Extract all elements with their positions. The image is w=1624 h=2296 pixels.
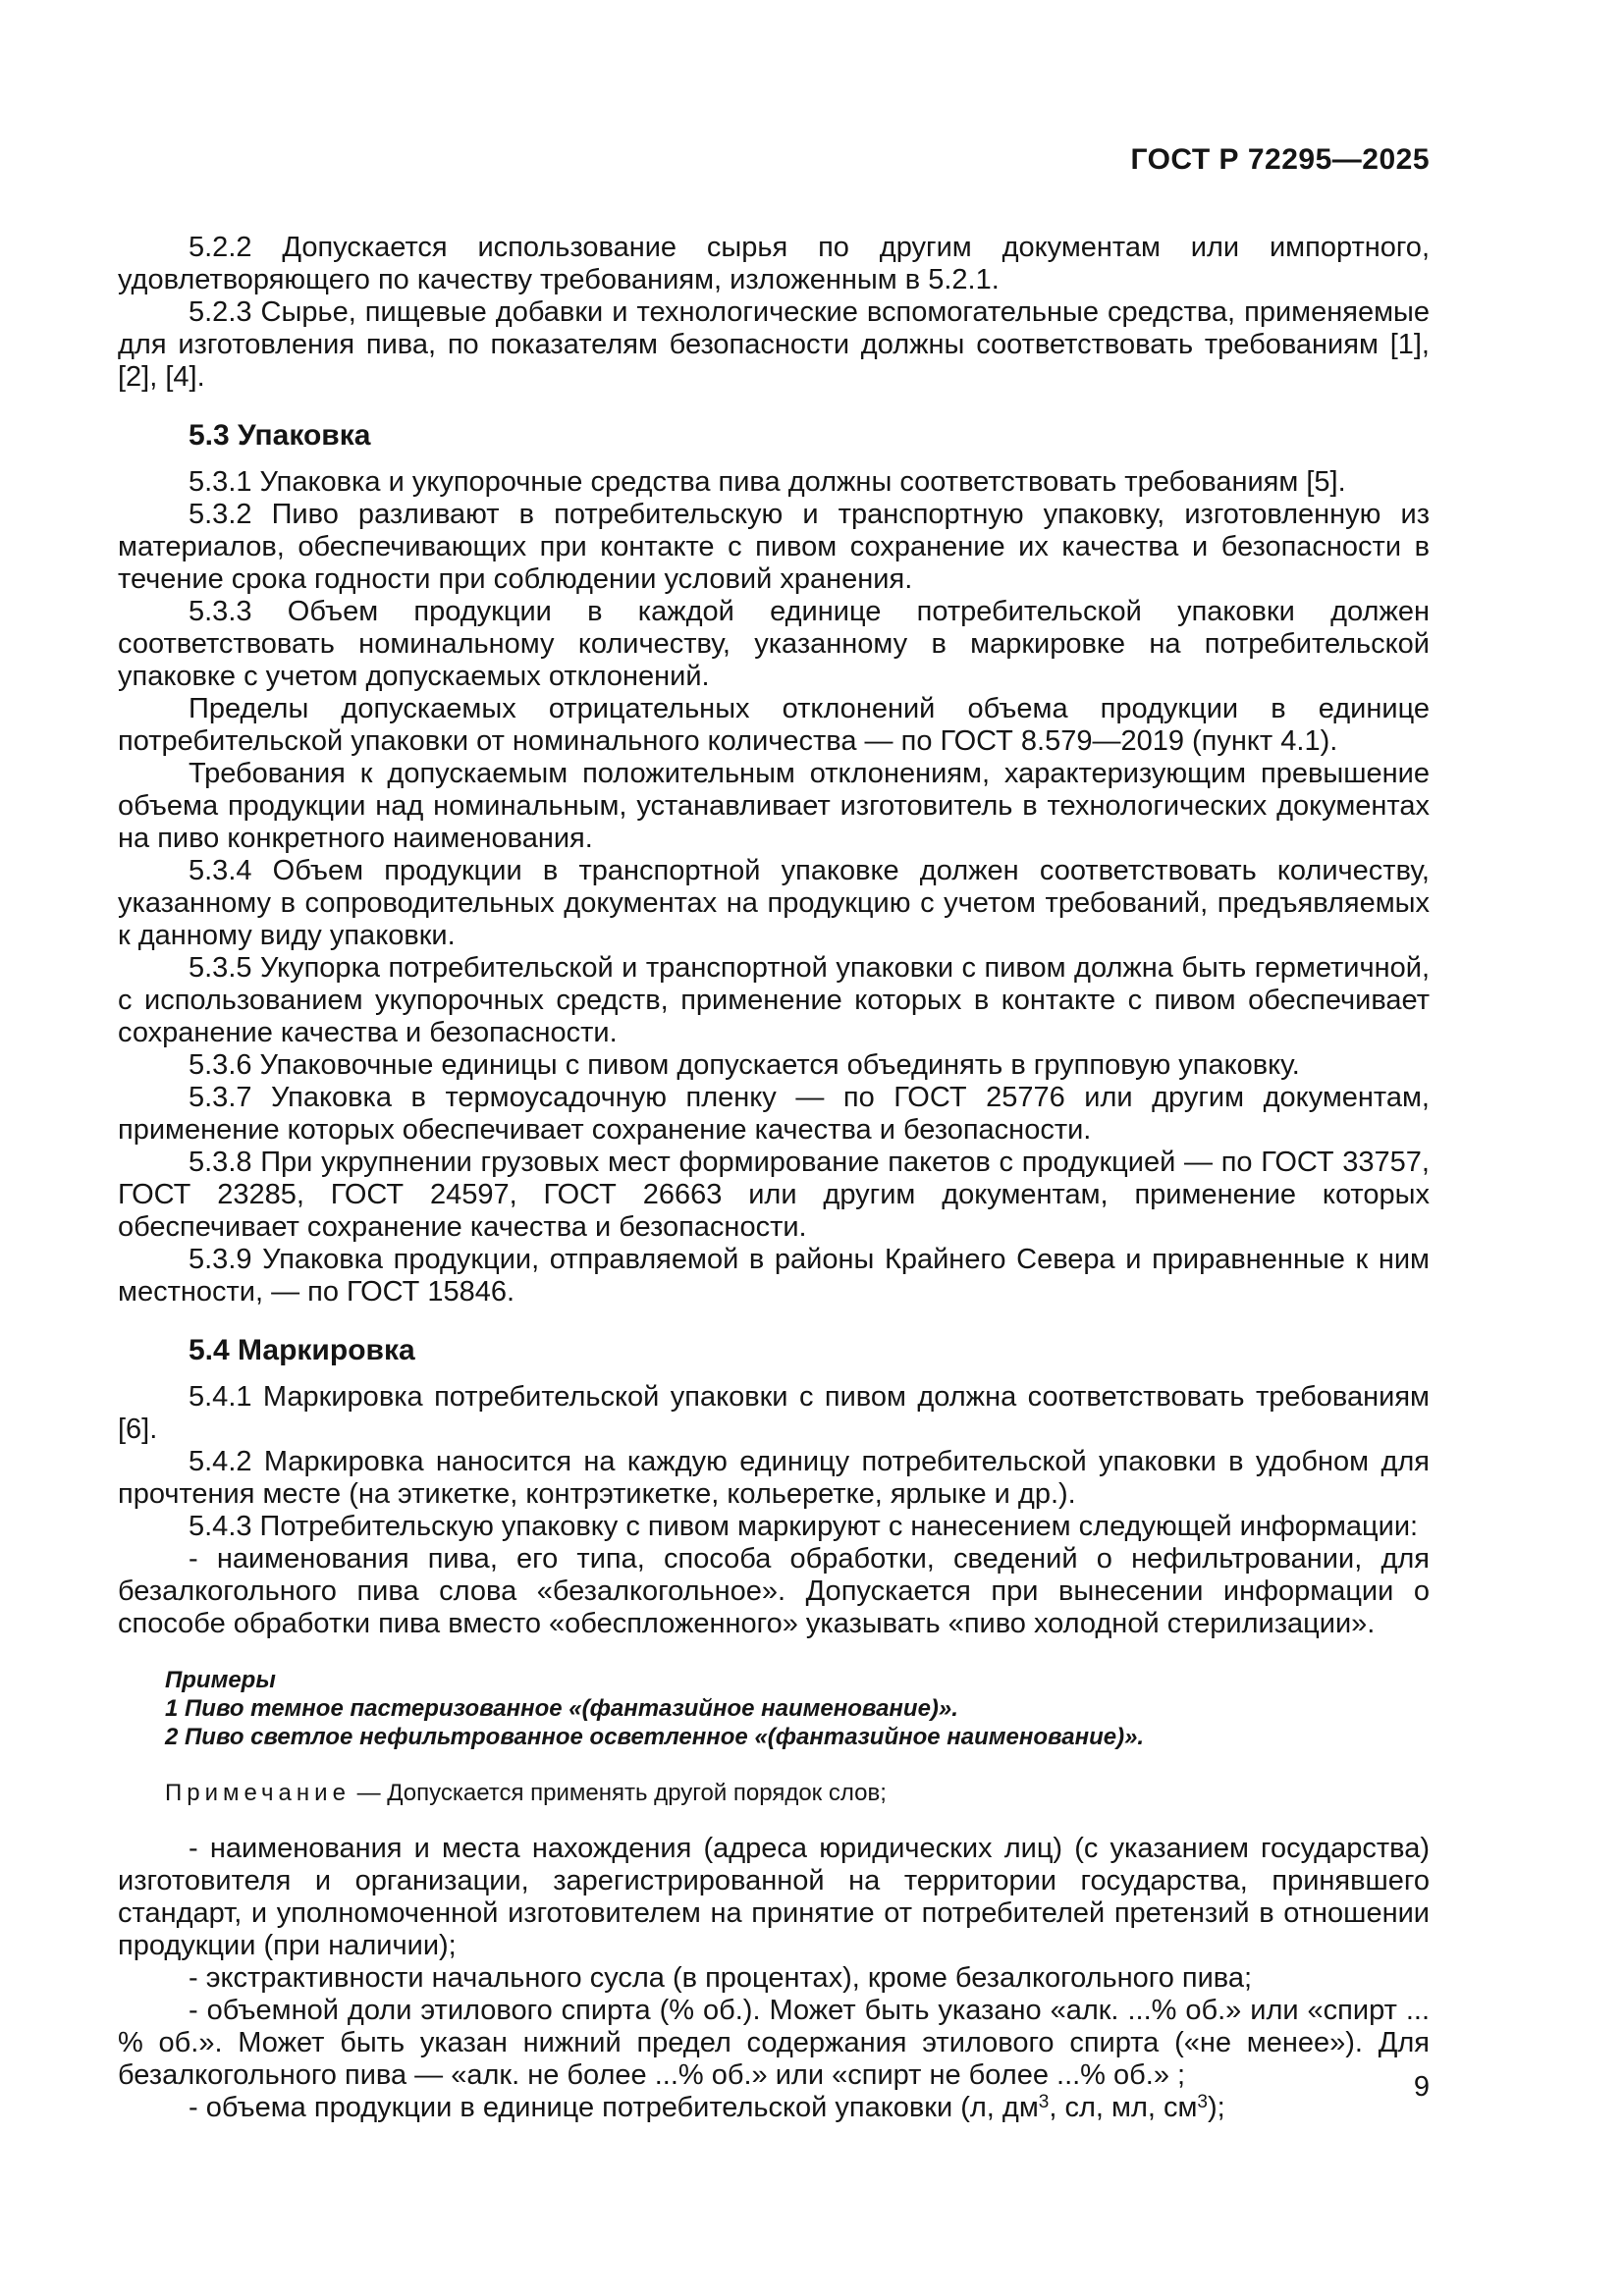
clause-5-3-3: 5.3.3 Объем продукции в каждой единице потребительской упаковки должен соответствовать номинальному количеству, указанному в маркировке на потребительской упаковке с учетом допускаемых отклонений. <box>118 596 1430 692</box>
clause-5-2-3: 5.2.3 Сырье, пищевые добавки и технологические вспомогательные средства, применяемые для изготовления пива, по показателям безопасности должны соответствовать требованиям [1], [2], [4]. <box>118 296 1430 393</box>
note-label: Примечание <box>165 1780 351 1806</box>
bullet-manufacturer-address: - наименования и места нахождения (адреса юридических лиц) (с указанием государства) изготовителя и организации, зарегистрированной на территории государства, принявшего стандарт, и уполномоченной изготовителем на принятие от потребителей претензий в отношении продукции (при наличии); <box>118 1833 1430 1961</box>
page-number: 9 <box>1413 2071 1430 2103</box>
bullet-wort-extract: - экстрактивности начального сусла (в процентах), кроме безалкогольного пива; <box>189 1962 1253 1994</box>
bullet-product-volume <box>118 2092 1430 2124</box>
section-heading-5-3: 5.3 Упаковка <box>189 419 371 452</box>
clause-5-3-2: 5.3.2 Пиво разливают в потребительскую и транспортную упаковку, изготовленную из материалов, обеспечивающих при контакте с пивом сохранение их качества и безопасности в течение срока годности при соблюдении условий хранения. <box>118 499 1430 595</box>
bullet-volume-text: , сл, мл, см <box>1049 2092 1198 2123</box>
bullet-alcohol-content: - объемной доли этилового спирта (% об.). Может быть указано «алк. ...% об.» или «спирт ... % об.». Может быть указан нижний предел содержания этилового спирта («не менее»). Для безалкогольного пива — «алк. не более ...% об.» или «спирт не более ...% об.» ; <box>118 1995 1430 2091</box>
clause-5-4-3: 5.4.3 Потребительскую упаковку с пивом маркируют с нанесением следующей информации: <box>189 1511 1419 1542</box>
clause-5-3-4: 5.3.4 Объем продукции в транспортной упаковке должен соответствовать количеству, указанному в сопроводительных документах на продукцию с учетом требований, предъявляемых к данному виду упаковки. <box>118 855 1430 951</box>
clause-5-3-3-negative-limits: Пределы допускаемых отрицательных отклонений объема продукции в единице потребительской упаковки от номинального количества — по ГОСТ 8.579—2019 (пункт 4.1). <box>118 693 1430 757</box>
examples-title: Примеры <box>165 1667 276 1693</box>
clause-5-3-9: 5.3.9 Упаковка продукции, отправляемой в районы Крайнего Севера и приравненные к ним местности, — по ГОСТ 15846. <box>118 1244 1430 1308</box>
document-code-header: ГОСТ Р 72295—2025 <box>1130 143 1430 176</box>
section-heading-5-4: 5.4 Маркировка <box>189 1334 415 1366</box>
bullet-volume-text: ); <box>1208 2092 1225 2123</box>
superscript-3: 3 <box>1197 2092 1208 2112</box>
example-item-1: 1 Пиво темное пастеризованное «(фантазийное наименование)». <box>165 1695 958 1722</box>
note-block <box>118 1779 1430 1807</box>
note-text: — Допускается применять другой порядок слов; <box>356 1780 887 1806</box>
example-item-2: 2 Пиво светлое нефильтрованное осветленное «(фантазийное наименование)». <box>165 1724 1145 1750</box>
clause-5-4-2: 5.4.2 Маркировка наносится на каждую единицу потребительской упаковки в удобном для прочтения месте (на этикетке, контрэтикетке, кольеретке, ярлыке и др.). <box>118 1446 1430 1510</box>
document-content <box>118 0 1430 2124</box>
clause-5-3-6: 5.3.6 Упаковочные единицы с пивом допускается объединять в групповую упаковку. <box>189 1049 1300 1081</box>
bullet-beer-name: - наименования пива, его типа, способа обработки, сведений о нефильтровании, для безалкогольного пива слова «безалкогольное». Допускается при вынесении информации о способе обработки пива вместо «обеспложенного» указывать «пиво холодной стерилизации». <box>118 1543 1430 1639</box>
clause-5-2-2: 5.2.2 Допускается использование сырья по другим документам или импортного, удовлетворяющего по качеству требованиям, изложенным в 5.2.1. <box>118 232 1430 295</box>
clause-5-4-1: 5.4.1 Маркировка потребительской упаковки с пивом должна соответствовать требованиям [6]. <box>118 1381 1430 1445</box>
examples-block <box>165 1666 1430 1751</box>
bullet-volume-text: - объема продукции в единице потребительской упаковки (л, дм <box>189 2092 1039 2123</box>
clause-5-3-5: 5.3.5 Укупорка потребительской и транспортной упаковки с пивом должна быть герметичной, с использованием укупорочных средств, применение которых в контакте с пивом обеспечивает сохранение качества и безопасности. <box>118 952 1430 1048</box>
superscript-3: 3 <box>1038 2092 1050 2112</box>
clause-5-3-7: 5.3.7 Упаковка в термоусадочную пленку — по ГОСТ 25776 или другим документам, применение которых обеспечивает сохранение качества и безопасности. <box>118 1082 1430 1146</box>
clause-5-3-3-positive-deviations: Требования к допускаемым положительным отклонениям, характеризующим превышение объема продукции над номинальным, устанавливает изготовитель в технологических документах на пиво конкретного наименования. <box>118 758 1430 854</box>
clause-5-3-1: 5.3.1 Упаковка и укупорочные средства пива должны соответствовать требованиям [5]. <box>189 466 1346 498</box>
clause-5-3-8: 5.3.8 При укрупнении грузовых мест формирование пакетов с продукцией — по ГОСТ 33757, ГОСТ 23285, ГОСТ 24597, ГОСТ 26663 или другим документам, применение которых обеспечивает сохранение качества и безопасности. <box>118 1147 1430 1243</box>
